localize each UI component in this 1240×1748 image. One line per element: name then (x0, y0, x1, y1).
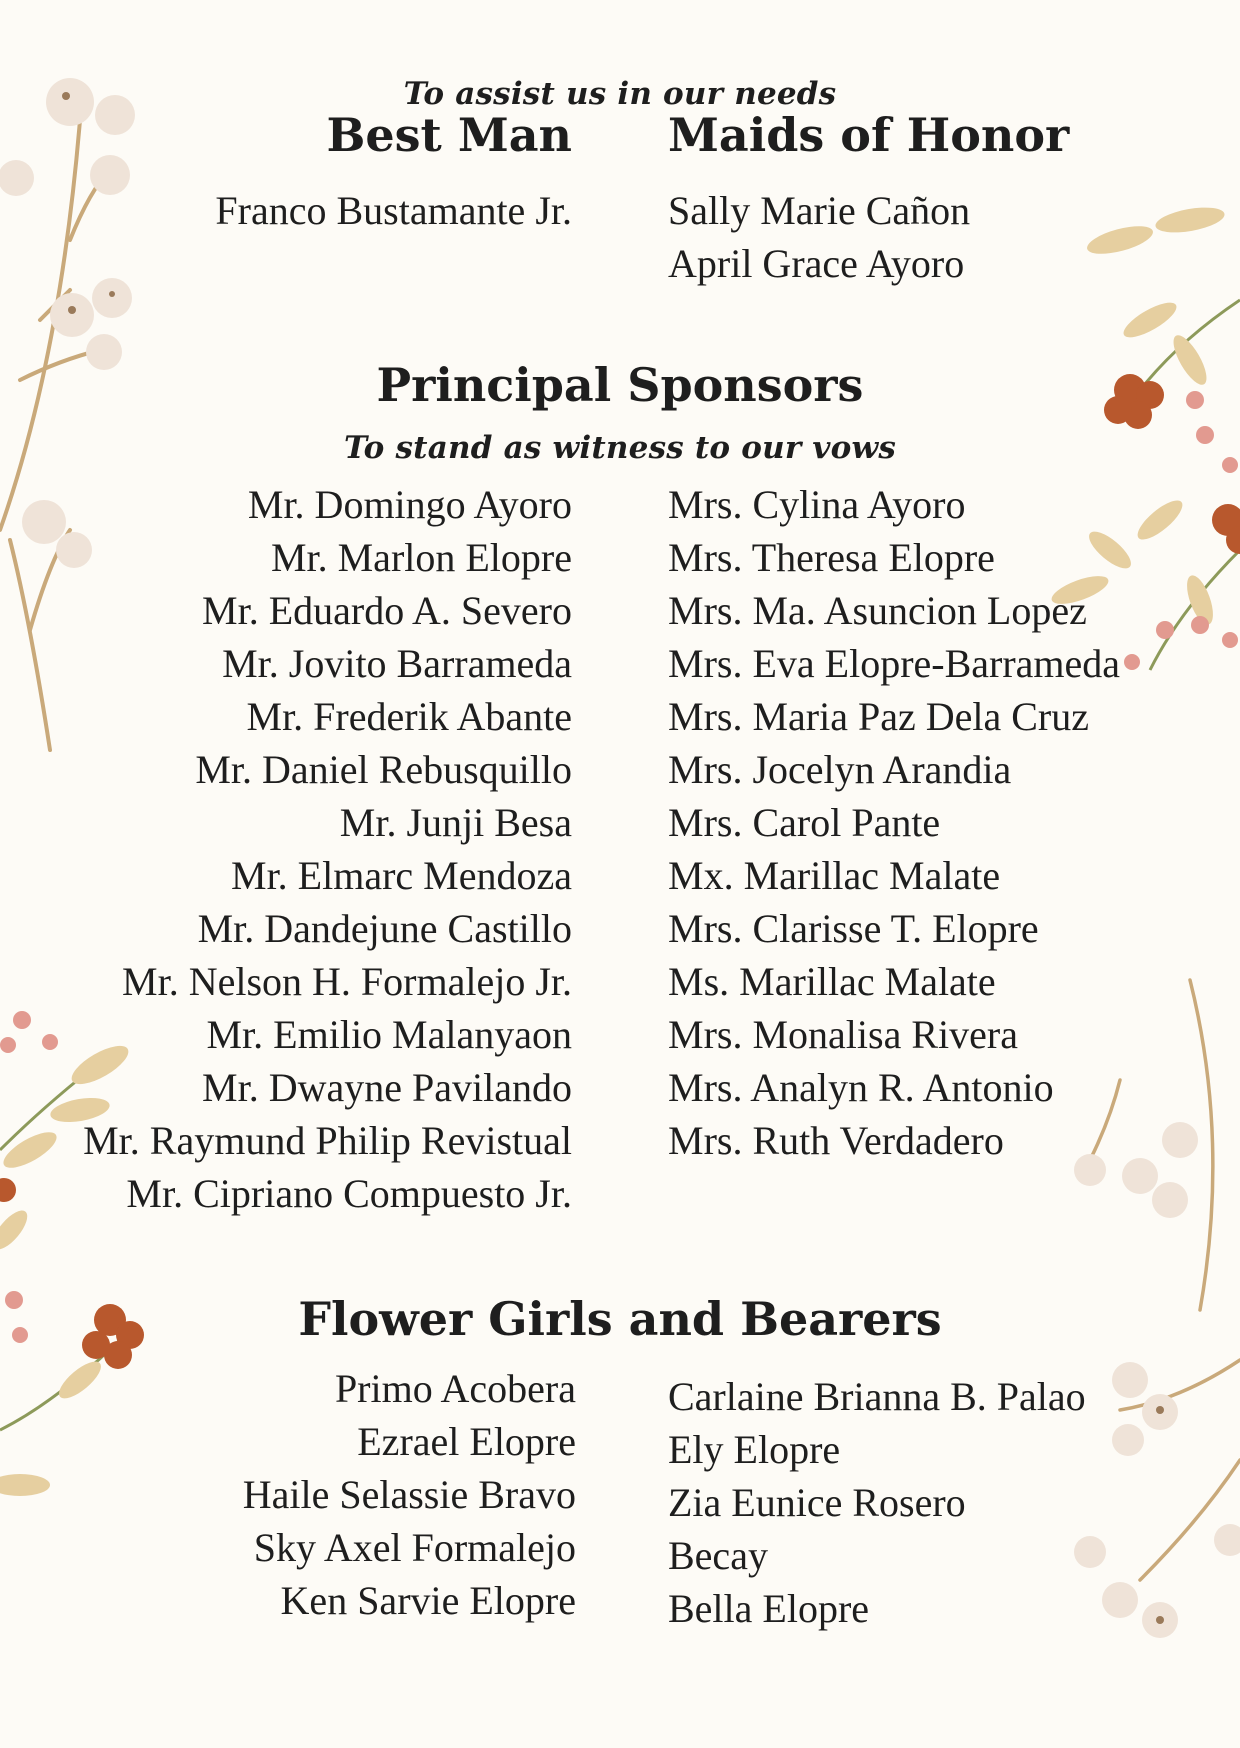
list-item: Haile Selassie Bravo (242, 1472, 576, 1517)
male-sponsors-list (83, 478, 572, 1220)
list-item: Mrs. Clarisse T. Elopre (668, 906, 1039, 951)
list-item: Mr. Cipriano Compuesto Jr. (126, 1171, 572, 1216)
flower-girls-bearers-heading: Flower Girls and Bearers (298, 1292, 942, 1346)
list-item: Becay (668, 1533, 768, 1578)
list-item: Mrs. Maria Paz Dela Cruz (668, 694, 1089, 739)
list-item: Primo Acobera (334, 1366, 576, 1411)
list-item: April Grace Ayoro (668, 241, 965, 286)
bearers-list (243, 1362, 576, 1627)
list-item: Mrs. Theresa Elopre (668, 535, 995, 580)
list-item: Mrs. Cylina Ayoro (668, 482, 966, 527)
maids-of-honor-list (668, 184, 970, 290)
list-item: Mrs. Analyn R. Antonio (668, 1065, 1054, 1110)
list-item: Carlaine Brianna B. Palao (668, 1374, 1086, 1419)
list-item: Mrs. Carol Pante (668, 800, 941, 845)
maids-of-honor-heading: Maids of Honor (668, 108, 1070, 162)
list-item: Mr. Eduardo A. Severo (202, 588, 572, 633)
list-item: Mr. Jovito Barrameda (222, 641, 572, 686)
list-item: Mr. Daniel Rebusquillo (195, 747, 572, 792)
list-item: Mr. Raymund Philip Revistual (83, 1118, 572, 1163)
list-item: Sally Marie Cañon (668, 188, 971, 233)
list-item: Mr. Marlon Elopre (270, 535, 572, 580)
best-man-list (215, 184, 572, 237)
best-man-heading: Best Man (326, 108, 572, 162)
list-item: Bella Elopre (668, 1586, 870, 1631)
list-item: Mr. Elmarc Mendoza (231, 853, 572, 898)
list-item: Mrs. Monalisa Rivera (668, 1012, 1018, 1057)
list-item: Ken Sarvie Elopre (280, 1578, 576, 1623)
list-item: Mr. Dandejune Castillo (197, 906, 572, 951)
list-item: Ely Elopre (668, 1427, 841, 1472)
list-item: Zia Eunice Rosero (668, 1480, 966, 1525)
principal-sponsors-subtitle: To stand as witness to our vows (343, 430, 897, 466)
list-item: Mrs. Eva Elopre-Barrameda (668, 641, 1121, 686)
list-item: Mr. Emilio Malanyaon (206, 1012, 572, 1057)
list-item: Mr. Frederik Abante (246, 694, 572, 739)
list-item: Mrs. Ruth Verdadero (668, 1118, 1004, 1163)
list-item: Mx. Marillac Malate (668, 853, 1001, 898)
list-item: Mr. Nelson H. Formalejo Jr. (122, 959, 572, 1004)
assist-subtitle: To assist us in our needs (403, 76, 837, 112)
flower-girls-list (668, 1370, 1086, 1635)
list-item: Mrs. Ma. Asuncion Lopez (668, 588, 1087, 633)
list-item: Sky Axel Formalejo (253, 1525, 576, 1570)
list-item: Mrs. Jocelyn Arandia (668, 747, 1012, 792)
list-item: Ezrael Elopre (357, 1419, 576, 1464)
list-item: Mr. Dwayne Pavilando (202, 1065, 572, 1110)
list-item: Franco Bustamante Jr. (215, 188, 572, 233)
principal-sponsors-heading: Principal Sponsors (376, 358, 864, 412)
female-sponsors-list (668, 478, 1120, 1167)
list-item: Mr. Junji Besa (339, 800, 572, 845)
list-item: Ms. Marillac Malate (668, 959, 996, 1004)
list-item: Mr. Domingo Ayoro (247, 482, 572, 527)
